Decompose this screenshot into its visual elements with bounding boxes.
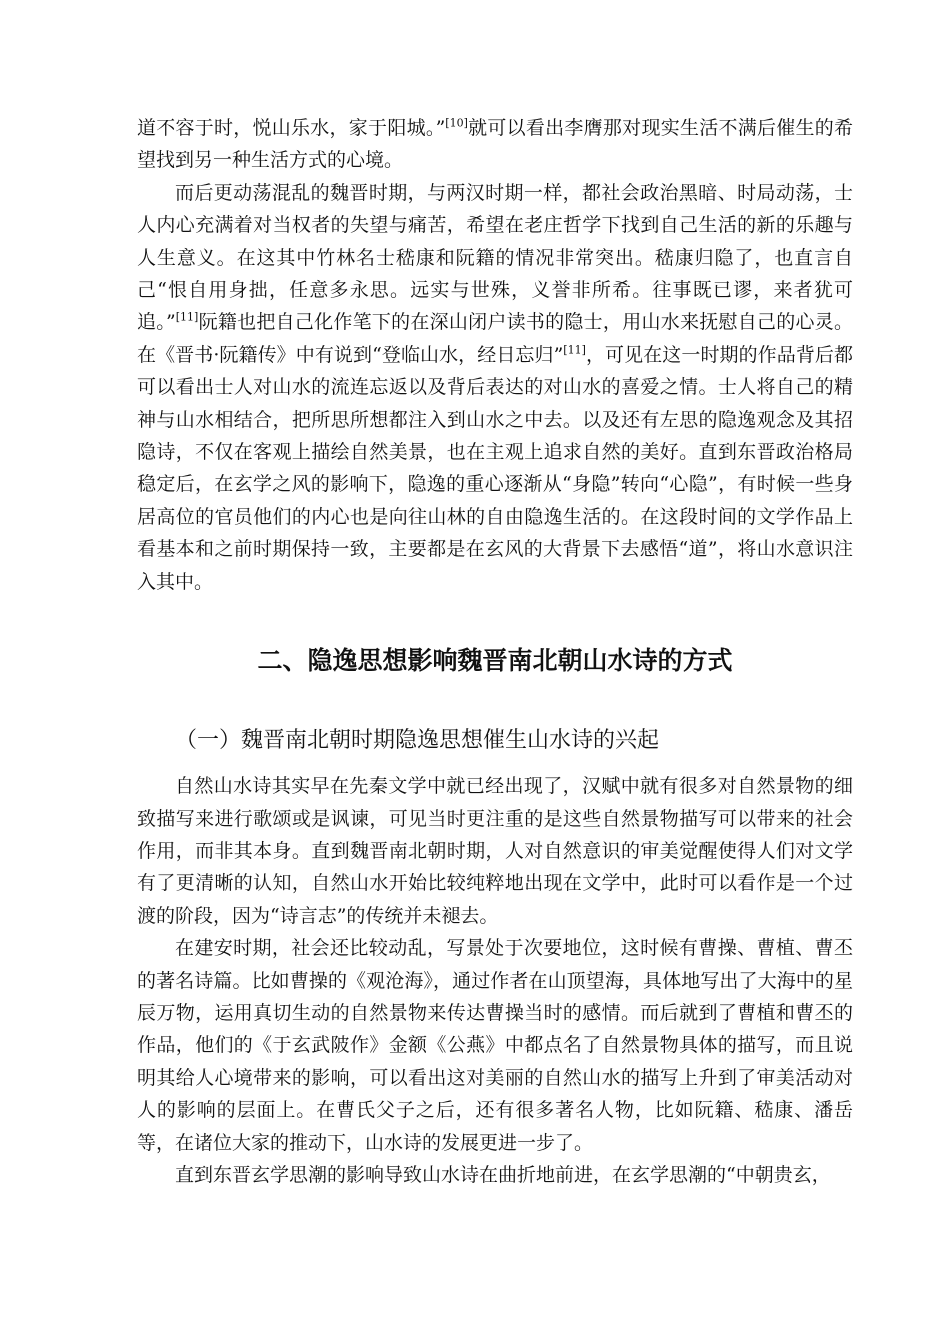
text-run: ，可见在这一时期的作品背后都可以看出士人对山水的流连忘返以及背后表达的对山水的喜爱之情。士人将自己的精神与山水相结合，把所思所想都注入到山水之中去。以及还有左思的隐逸观念及其招隐诗，不仅在客观上描绘自然美景，也在主观上追求自然的美好。直到东晋政治格局稳定后，在玄学之风的影响下，隐逸的重心逐渐从“身隐”转向“心隐”，有时候一些身居高位的官员他们的内心也是向往山林的自由隐逸生活的。在这段时间的文学作品上看基本和之前时期保持一致，主要都是在玄风的大背景下去感悟“道”，将山水意识注入其中。 (137, 343, 853, 593)
text-run: 道不容于时，悦山乐水，家于阳城。” (137, 117, 446, 139)
body-text-bottom (137, 770, 853, 1191)
citation-ref: [10] (445, 116, 468, 130)
document-page (137, 112, 853, 1191)
paragraph-p2 (137, 177, 853, 598)
text-run: 而后更动荡混乱的魏晋时期，与两汉时期一样，都社会政治黑暗、时局动荡，士人内心充满着对当权者的失望与痛苦，希望在老庄哲学下找到自己生活的新的乐趣与人生意义。在这其中竹林名士嵇康和阮籍的情况非常突出。嵇康归隐了，也直言自己“恨自用身拙，任意多永思。远实与世殊，义誉非所希。往事既已谬，来者犹可追。” (137, 181, 853, 334)
text-run: 自然山水诗其实早在先秦文学中就已经出现了，汉赋中就有很多对自然景物的细致描写来进行歌颂或是讽谏，可见当时更注重的是这些自然景物描写可以带来的社会作用，而非其本身。直到魏晋南北朝时期，人对自然意识的审美觉醒使得人们对文学有了更清晰的认知，自然山水开始比较纯粹地出现在文学中，此时可以看作是一个过渡的阶段，因为“诗言志”的传统并未褪去。 (137, 775, 853, 927)
subsection-title: （一）魏晋南北朝时期隐逸思想催生山水诗的兴起 (175, 728, 660, 754)
citation-ref: [11] (175, 310, 199, 324)
paragraph-p1 (137, 112, 853, 177)
body-text-top (137, 112, 853, 598)
paragraph-p4 (137, 932, 853, 1159)
text-run: 直到东晋玄学思潮的影响导致山水诗在曲折地前进，在玄学思潮的“中朝贵玄， (175, 1163, 831, 1186)
paragraph-p3 (137, 770, 853, 932)
text-run: 在建安时期，社会还比较动乱，写景处于次要地位，这时候有曹操、曹植、曹丕的著名诗篇。比如曹操的《观沧海》，通过作者在山顶望海，具体地写出了大海中的星辰万物，运用真切生动的自然景物来传达曹操当时的感情。而后就到了曹植和曹丕的作品，他们的《于玄武陂作》金额《公燕》中都点名了自然景物具体的描写，而且说明其给人心境带来的影响，可以看出这对美丽的自然山水的描写上升到了审美活动对人的影响的层面上。在曹氏父子之后，还有很多著名人物，比如阮籍、嵇康、潘岳等，在诸位大家的推动下，山水诗的发展更进一步了。 (137, 937, 853, 1154)
text-run: 就可以看出李膺那对现实生活不满后催生的希望找到另一种生活方式的心境。 (137, 117, 853, 172)
paragraph-p5 (137, 1159, 853, 1191)
citation-ref: [11] (563, 343, 586, 357)
section-title: 二、隐逸思想影响魏晋南北朝山水诗的方式 (257, 646, 733, 676)
text-run: 阮籍也把自己化作笔下的在深山闭户读书的隐士，用山水来抚慰自己的心灵。在《晋书·阮籍传》中有说到“登临山水，经日忘归” (137, 311, 853, 366)
